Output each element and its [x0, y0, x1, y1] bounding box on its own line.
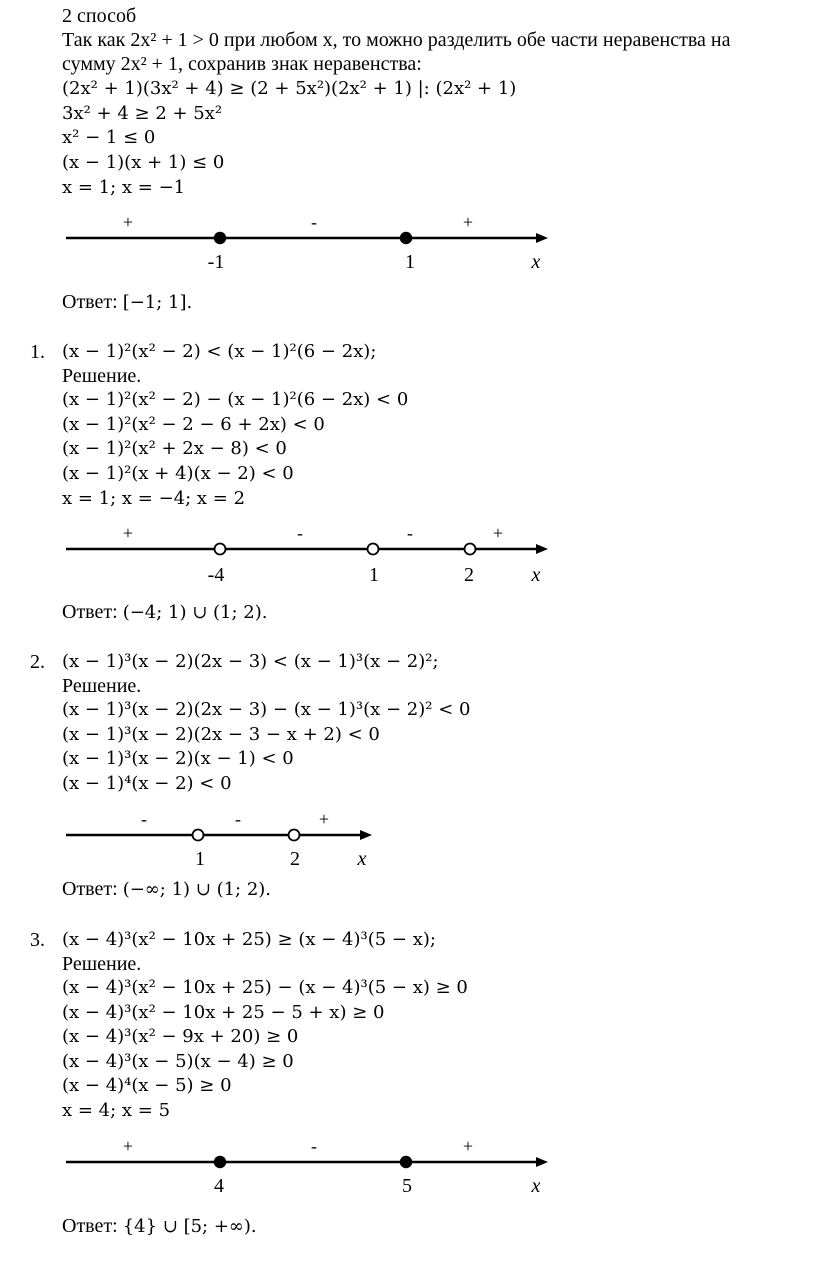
- intro-sentence: сумму 2x² + 1, сохранив знак неравенства:: [62, 53, 422, 75]
- section-title: 2 способ: [62, 5, 137, 27]
- interval-sign: +: [122, 523, 134, 543]
- point-label: -4: [207, 564, 225, 586]
- point-label: 1: [405, 251, 415, 273]
- answer: [62, 1214, 257, 1239]
- filled-point: [401, 1157, 412, 1168]
- intro-sentence: Так как 2x² + 1 > 0 при любом x, то можно разделить обе части неравенства на: [62, 29, 731, 51]
- math-step: x = 4; x = 5: [62, 1100, 171, 1121]
- open-point: [215, 544, 226, 555]
- answer: [62, 290, 192, 315]
- point-label: 4: [214, 1175, 224, 1197]
- math-step: (x − 1)³(x − 2)(2x − 3) − (x − 1)³(x − 2)² < 0: [62, 699, 471, 720]
- filled-point: [215, 1157, 226, 1168]
- answer: [62, 877, 271, 902]
- answer-label: Ответ:: [62, 601, 118, 623]
- interval-sign: -: [311, 1136, 317, 1156]
- interval-sign: +: [462, 1136, 474, 1156]
- interval-sign: +: [462, 212, 474, 232]
- math-step: (x − 4)⁴(x − 5) ≥ 0: [62, 1075, 232, 1096]
- math-step: (x − 1)⁴(x − 2) < 0: [62, 773, 232, 794]
- problem-number: 1.: [30, 341, 45, 363]
- math-step: x² − 1 ≤ 0: [62, 127, 156, 148]
- interval-sign: +: [318, 809, 330, 829]
- point-label: 1: [369, 564, 379, 586]
- problem-statement: (x − 4)³(x² − 10x + 25) ≥ (x − 4)³(5 − x);: [62, 929, 436, 950]
- filled-point: [401, 233, 412, 244]
- answer-label: Ответ:: [62, 1215, 118, 1237]
- number-line: [0, 809, 816, 871]
- interval-sign: -: [141, 809, 147, 829]
- answer-label: Ответ:: [62, 291, 118, 313]
- filled-point: [215, 233, 226, 244]
- math-step: (x − 4)³(x² − 10x + 25 − 5 + x) ≥ 0: [62, 1002, 385, 1023]
- axis-label: x: [531, 1175, 541, 1197]
- interval-sign: -: [407, 523, 413, 543]
- open-point: [465, 544, 476, 555]
- axis-label: x: [357, 848, 367, 870]
- answer-value: (−4; 1) ∪ (1; 2).: [122, 602, 268, 623]
- math-step: (2x² + 1)(3x² + 4) ≥ (2 + 5x²)(2x² + 1) |: (2x² + 1): [62, 78, 517, 99]
- math-step: (x − 1)(x + 1) ≤ 0: [62, 152, 225, 173]
- point-label: 1: [195, 848, 205, 870]
- solution-label: Решение.: [62, 953, 142, 975]
- math-step: (x − 1)²(x² − 2) − (x − 1)²(6 − 2x) < 0: [62, 389, 409, 410]
- math-step: (x − 1)³(x − 2)(x − 1) < 0: [62, 748, 294, 769]
- math-step: (x − 1)³(x − 2)(2x − 3 − x + 2) < 0: [62, 724, 380, 745]
- solution-label: Решение.: [62, 365, 142, 387]
- answer-label: Ответ:: [62, 878, 118, 900]
- axis-label: x: [531, 564, 541, 586]
- math-step: x = 1; x = −4; x = 2: [62, 488, 246, 509]
- math-step: (x − 4)³(x² − 9x + 20) ≥ 0: [62, 1026, 299, 1047]
- math-step: (x − 1)²(x + 4)(x − 2) < 0: [62, 463, 294, 484]
- math-step: (x − 4)³(x − 5)(x − 4) ≥ 0: [62, 1051, 294, 1072]
- number-line: [0, 1136, 816, 1198]
- open-point: [193, 830, 204, 841]
- interval-sign: -: [235, 809, 241, 829]
- point-label: 2: [464, 564, 474, 586]
- number-line: [0, 212, 816, 272]
- point-label: 2: [290, 848, 300, 870]
- math-step: (x − 4)³(x² − 10x + 25) − (x − 4)³(5 − x) ≥ 0: [62, 977, 468, 998]
- answer-value: {4} ∪ [5; +∞).: [122, 1216, 257, 1237]
- math-step: x = 1; x = −1: [62, 177, 186, 198]
- interval-sign: +: [492, 523, 504, 543]
- problem-statement: (x − 1)²(x² − 2) < (x − 1)²(6 − 2x);: [62, 341, 377, 362]
- axis-label: x: [531, 251, 541, 273]
- math-step: 3x² + 4 ≥ 2 + 5x²: [62, 103, 223, 124]
- answer: [62, 600, 268, 625]
- problem-number: 2.: [30, 651, 45, 673]
- solution-label: Решение.: [62, 675, 142, 697]
- point-label: 5: [402, 1175, 412, 1197]
- problem-statement: (x − 1)³(x − 2)(2x − 3) < (x − 1)³(x − 2)²;: [62, 651, 439, 672]
- problem-number: 3.: [30, 929, 45, 951]
- open-point: [289, 830, 300, 841]
- open-point: [368, 544, 379, 555]
- point-label: -1: [207, 251, 225, 273]
- answer-value: [−1; 1].: [122, 292, 193, 313]
- interval-sign: +: [122, 1136, 134, 1156]
- math-step: (x − 1)²(x² + 2x − 8) < 0: [62, 438, 287, 459]
- number-line: [0, 523, 816, 585]
- interval-sign: -: [297, 523, 303, 543]
- interval-sign: +: [122, 212, 134, 232]
- answer-value: (−∞; 1) ∪ (1; 2).: [122, 879, 272, 900]
- interval-sign: -: [311, 212, 317, 232]
- math-step: (x − 1)²(x² − 2 − 6 + 2x) < 0: [62, 414, 325, 435]
